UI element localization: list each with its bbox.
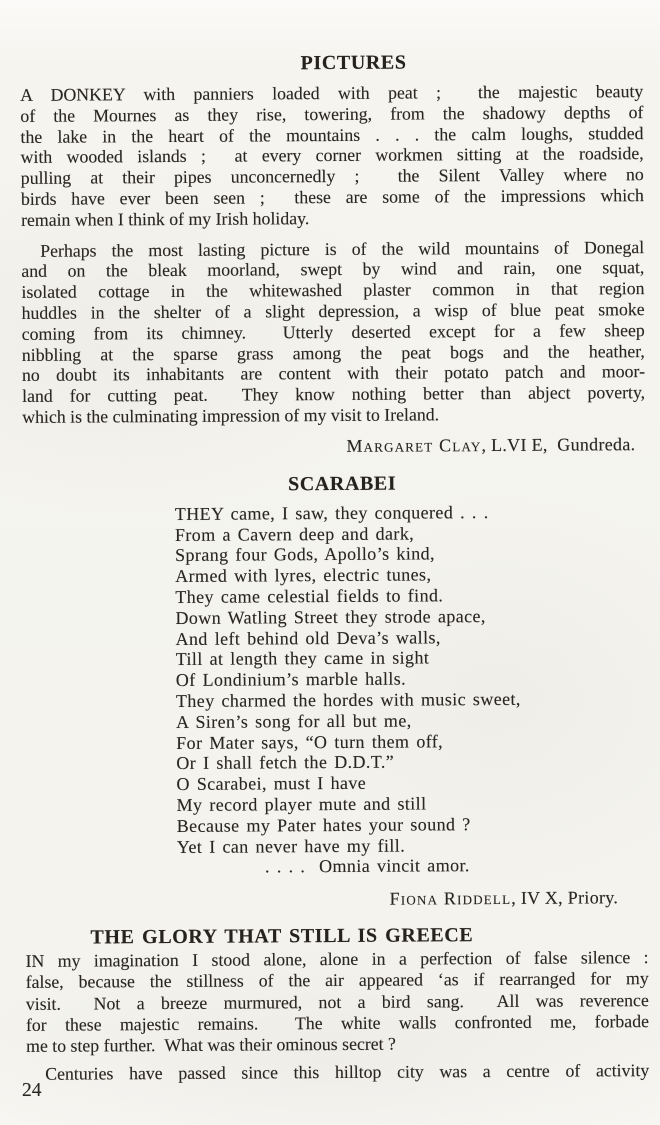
author-name: Margaret Clay [346,434,482,456]
article-title-greece: THE GLORY THAT STILL IS GREECE [90,924,474,949]
author-form-and-house: , IV X, Priory. [511,887,619,909]
poem-line: Or I shall fetch the D.D.T.” [176,751,395,774]
text-line: Centuries have passed since this hilltop city was a centre of activity [45,1059,650,1084]
poem-line: Armed with lyres, electric tunes, [175,564,432,587]
poem-line: Down Watling Street they strode apace, [175,605,486,628]
poem-line: Of Londinium’s marble halls. [175,668,407,691]
attribution-margaret-clay [22,432,645,460]
text-line: the lake in the heart of the mountains . . . the calm loughs, studded [20,122,644,147]
text-line: me to step further. What was their ominous secret ? [26,1033,396,1057]
article-title-pictures: PICTURES [300,51,407,75]
poem-line: Yet I can never have my fill. [176,835,406,857]
scarabei-poem [23,501,648,858]
section-greece [25,921,649,1084]
text-line: nibbling at the sparse grass among the peat bogs and the heather, [21,340,645,365]
poem-line: Because my Pater hates your sound ? [176,813,471,836]
poem-line: Till at length they came in sight [175,647,430,670]
text-line: with wooded islands ; at every corner workmen sitting at the roadside, [20,143,644,168]
section-scarabei [23,469,649,913]
text-line: of the Mournes as they rise, towering, from the shadowy depths of [20,101,644,126]
poem-line: For Mater says, “O turn them off, [176,730,444,753]
author-name: Fiona Riddell [389,888,512,909]
text-line: IN my imagination I stood alone, alone in a perfection of false silence : [25,947,649,971]
text-line: no doubt its inhabitants are content with their potato patch and moor- [21,361,646,386]
poem-line: My record player mute and still [176,793,427,815]
text-line: which is the culminating impression of my visit to Ireland. [22,404,440,427]
greece-paragraph-1 [25,947,649,1057]
attribution-fiona-riddell [25,885,648,913]
poem-line: From a Cavern deep and dark, [174,523,415,545]
text-line: A DONKEY with panniers loaded with peat ; the majestic beauty [20,81,644,105]
pictures-paragraph-1 [20,81,644,230]
poem-title-scarabei: SCARABEI [287,472,397,496]
text-line: land for cutting peat. They know nothing better than abject poverty, [22,382,646,407]
text-line: and on the bleak moorland, swept by wind and rain, one squat, [21,257,645,282]
greece-paragraph-2 [26,1060,649,1085]
section-pictures [20,48,645,460]
poem-line: And left behind old Deva’s walls, [175,626,441,649]
poem-line: Sprang four Gods, Apollo’s kind, [175,543,435,566]
page-number: 24 [22,1080,42,1101]
poem-line: They came celestial fields to find. [175,585,444,607]
poem-line: O Scarabei, must I have [176,772,367,795]
text-line: for these majestic remains. The white walls confronted me, forbade [25,1011,649,1035]
text-line: Perhaps the most lasting picture is of the wild mountains of Donegal [40,236,645,261]
poem-line: A Siren’s song for all but me, [176,710,412,732]
text-line: birds have ever been seen ; these are some of the impressions which [20,185,644,209]
page-content [20,48,649,1084]
text-line: isolated cottage in the whitewashed plaster common in that region [21,278,645,303]
text-line: huddles in the shelter of a slight depression, a wisp of blue peat smoke [21,299,645,323]
pictures-paragraph-2 [21,237,645,428]
author-form-and-house: , L.VI E, Gundreda. [481,433,636,455]
text-line: false, because the stillness of the air appeared ‘as if rearranged for my [25,968,649,993]
poem-line: THEY came, I saw, they conquered . . . [174,501,489,524]
text-line: visit. Not a breeze murmured, not a bird sang. All was reverence [25,989,649,1014]
text-line: remain when I think of my Irish holiday. [20,207,310,230]
poem-closing-line: . . . . Omnia vincit amor. [264,855,470,877]
text-line: pulling at their pipes unconcernedly ; the Silent Valley where no [20,164,644,189]
text-line: coming from its chimney. Utterly deserted except for a few sheep [21,319,645,344]
poem-line: They charmed the hordes with music sweet, [175,688,521,711]
